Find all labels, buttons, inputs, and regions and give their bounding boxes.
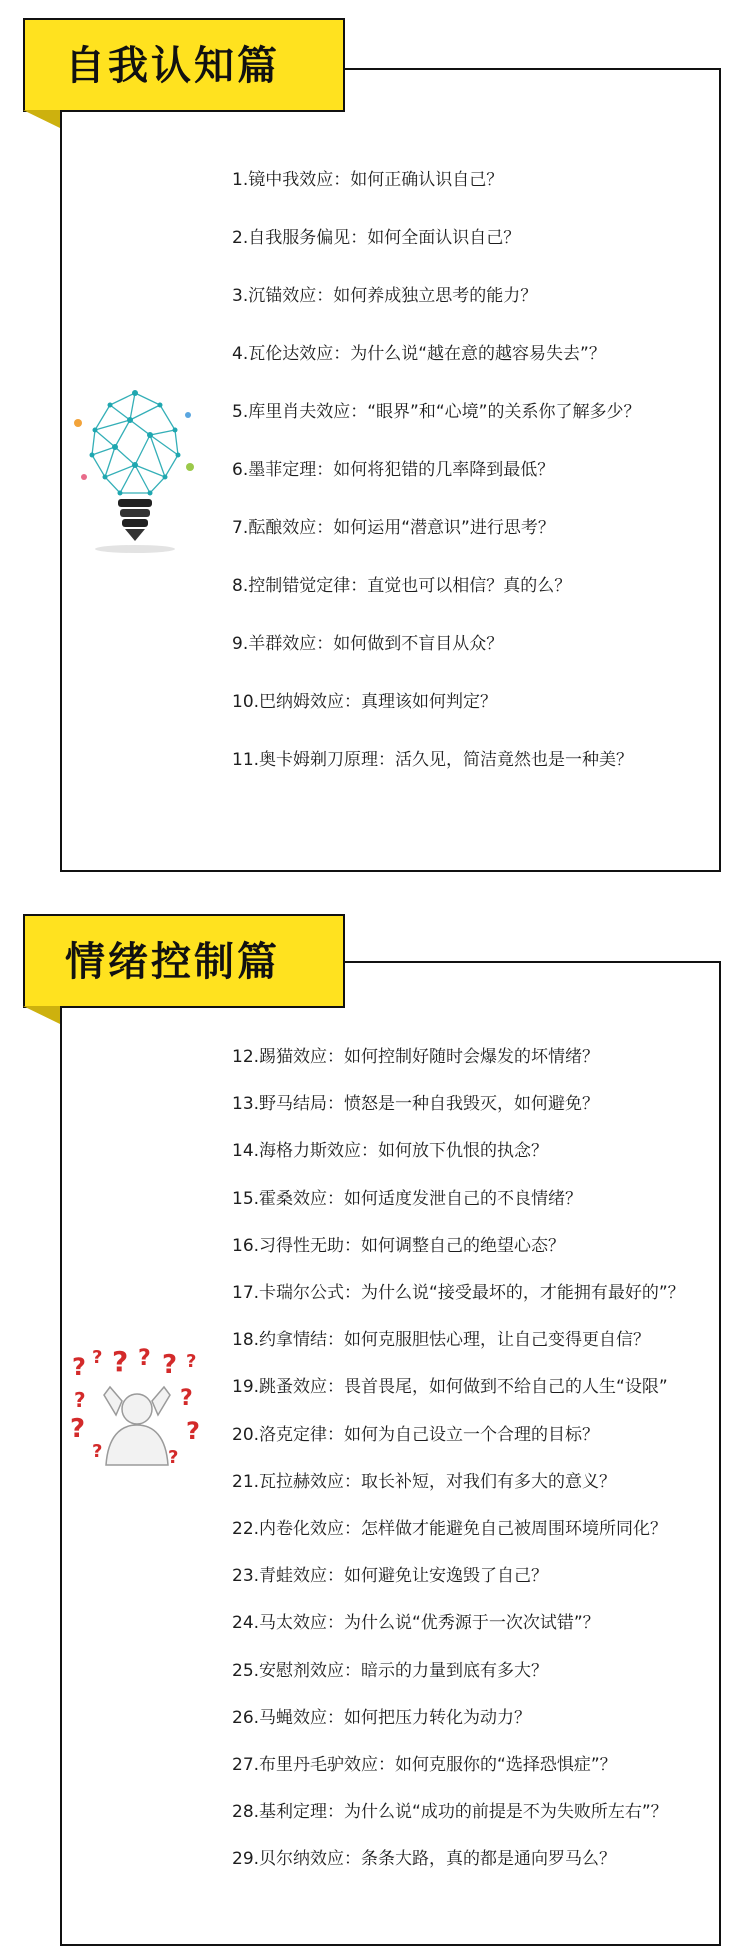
svg-text:?: ? [74, 1388, 86, 1412]
list-item: 23.青蛙效应：如何避免让安逸毁了自己？ [232, 1566, 549, 1587]
svg-text:?: ? [138, 1346, 151, 1371]
question-marks-person-icon [70, 1345, 205, 1475]
list-item: 6.墨菲定理：如何将犯错的几率降到最低？ [232, 460, 555, 480]
list-item: 9.羊群效应：如何做到不盲目从众？ [232, 634, 504, 654]
section-title: 情绪控制篇 [65, 939, 280, 985]
tab-fold-shadow [23, 1006, 60, 1024]
list-item: 2.自我服务偏见：如何全面认识自己？ [232, 228, 521, 248]
list-item: 29.贝尔纳效应：条条大路，真的都是通向罗马么？ [232, 1849, 617, 1870]
svg-text:?: ? [162, 1350, 178, 1380]
tab-fold-shadow [23, 110, 60, 128]
list-item: 28.基利定理：为什么说“成功的前提是不为失败所左右”？ [232, 1802, 668, 1823]
svg-text:?: ? [92, 1441, 103, 1462]
lightbulb-network-icon [70, 385, 200, 555]
list-item: 20.洛克定律：如何为自己设立一个合理的目标？ [232, 1424, 600, 1445]
svg-text:?: ? [112, 1345, 129, 1378]
section-title: 自我认知篇 [65, 43, 280, 89]
list-item: 15.霍桑效应：如何适度发泄自己的不良情绪？ [232, 1188, 583, 1209]
list-item: 13.野马结局：愤怒是一种自我毁灭，如何避免？ [232, 1094, 600, 1115]
list-item: 3.沉锚效应：如何养成独立思考的能力？ [232, 286, 538, 306]
list-item: 12.踢猫效应：如何控制好随时会爆发的坏情绪？ [232, 1047, 600, 1067]
list-item: 21.瓦拉赫效应：取长补短，对我们有多大的意义？ [232, 1471, 617, 1492]
svg-text:?: ? [186, 1417, 200, 1445]
list-item: 8.控制错觉定律：直觉也可以相信？真的么？ [232, 576, 572, 596]
list-item: 27.布里丹毛驴效应：如何克服你的“选择恐惧症”？ [232, 1755, 617, 1775]
list-item: 16.习得性无助：如何调整自己的绝望心态？ [232, 1235, 566, 1256]
list-item: 11.奥卡姆剃刀原理：活久见，简洁竟然也是一种美？ [232, 750, 634, 770]
list-item: 14.海格力斯效应：如何放下仇恨的执念？ [232, 1141, 549, 1162]
list-item: 18.约拿情结：如何克服胆怯心理，让自己变得更自信？ [232, 1330, 651, 1351]
list-item: 1.镜中我效应：如何正确认识自己？ [232, 170, 504, 190]
list-item: 5.库里肖夫效应：“眼界”和“心境”的关系你了解多少？ [232, 402, 641, 422]
svg-text:?: ? [92, 1347, 103, 1368]
svg-text:?: ? [180, 1386, 193, 1411]
list-item: 24.马太效应：为什么说“优秀源于一次次试错”？ [232, 1613, 600, 1634]
section-tab-self-awareness [23, 18, 345, 112]
svg-text:?: ? [168, 1447, 179, 1468]
list-item: 25.安慰剂效应：暗示的力量到底有多大？ [232, 1660, 549, 1681]
list-item: 10.巴纳姆效应：真理该如何判定？ [232, 692, 498, 712]
list-item: 17.卡瑞尔公式：为什么说“接受最坏的，才能拥有最好的”？ [232, 1283, 685, 1303]
svg-text:?: ? [186, 1351, 197, 1372]
list-item: 7.酝酿效应：如何运用“潜意识”进行思考？ [232, 518, 555, 538]
list-item: 19.跳蚤效应：畏首畏尾，如何做到不给自己的人生“设限” [232, 1377, 668, 1398]
svg-text:?: ? [70, 1414, 86, 1444]
list-item: 4.瓦伦达效应：为什么说“越在意的越容易失去”？ [232, 344, 606, 364]
svg-text:?: ? [72, 1353, 86, 1381]
list-item: 22.内卷化效应：怎样做才能避免自己被周围环境所同化？ [232, 1519, 668, 1539]
list-item: 26.马蝇效应：如何把压力转化为动力？ [232, 1707, 532, 1728]
section-tab-emotion-control [23, 914, 345, 1008]
